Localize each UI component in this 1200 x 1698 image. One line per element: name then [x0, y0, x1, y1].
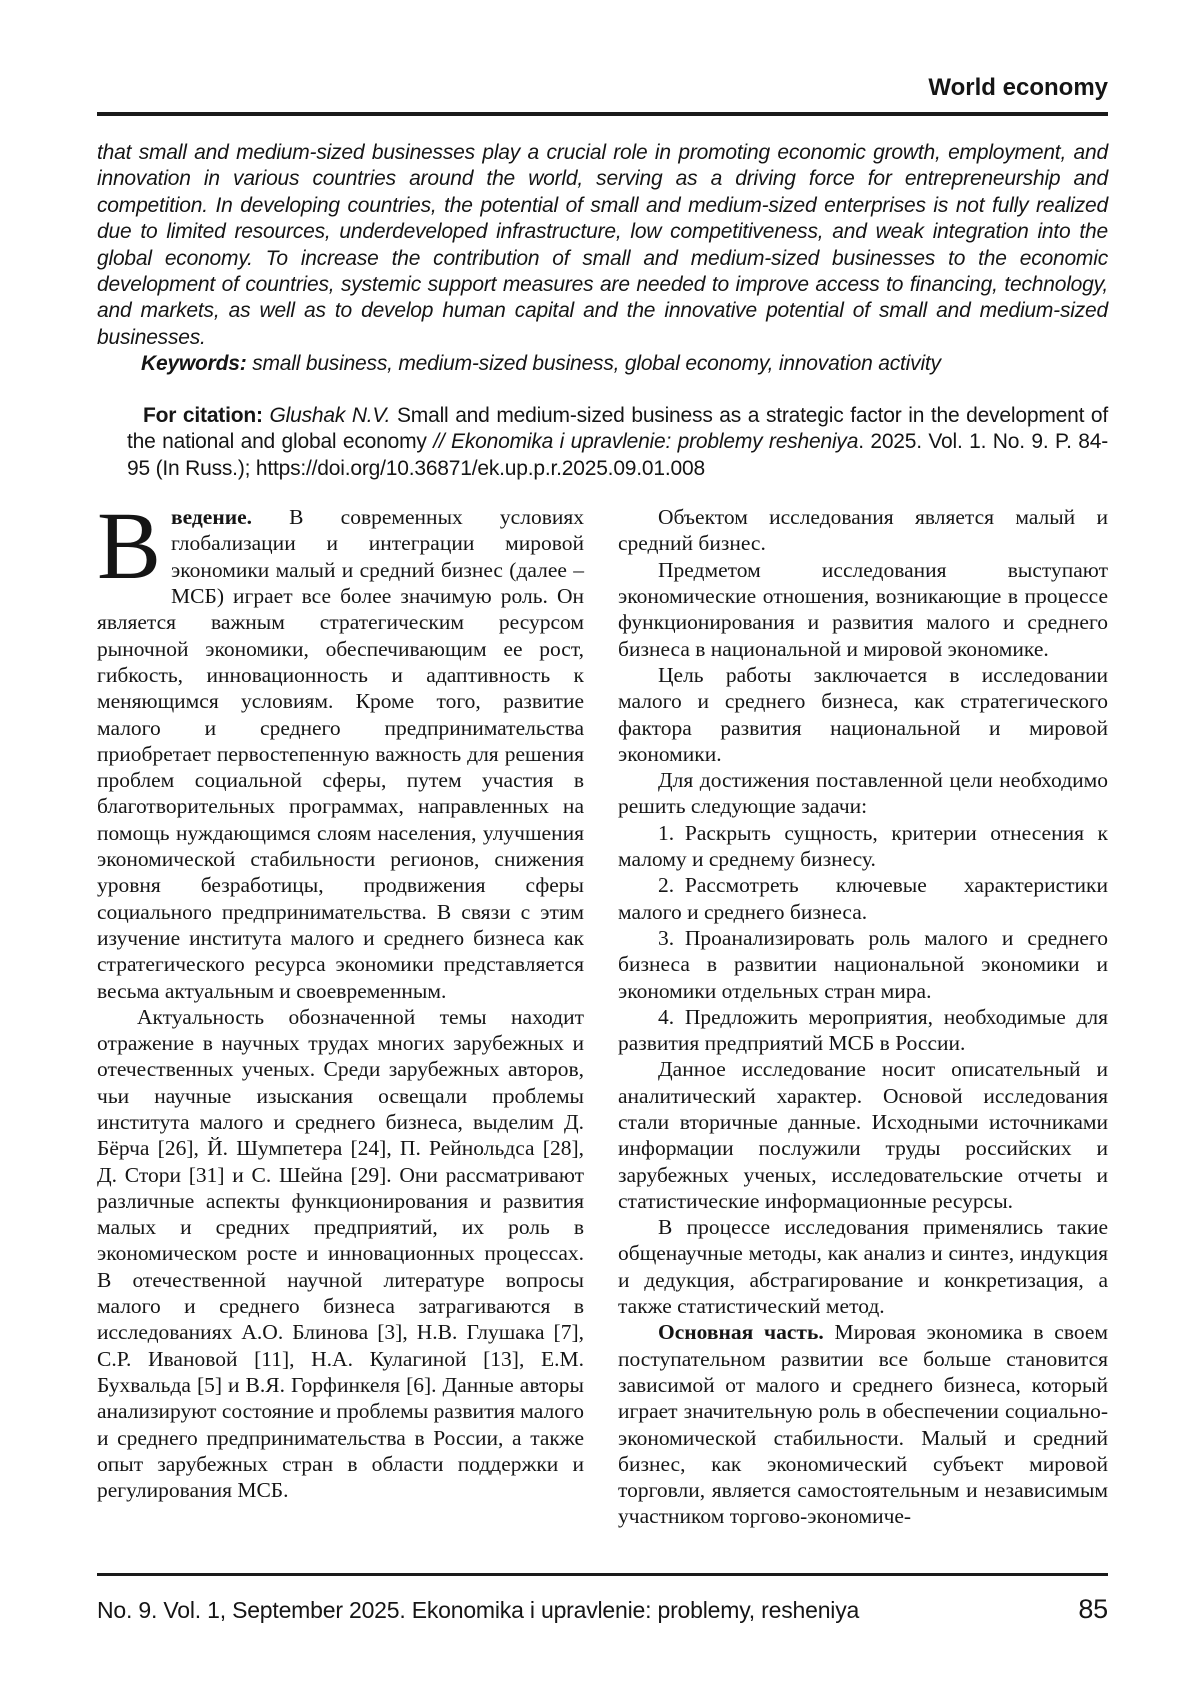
article-columns	[97, 504, 1108, 1530]
keywords-label: Keywords:	[141, 352, 253, 376]
paragraph: Для достижения поставленной цели необходимо решить следующие задачи:	[618, 768, 1108, 819]
paragraph: 1. Раскрыть сущность, критерии отнесения к малому и среднему бизнесу.	[618, 820, 1108, 872]
paragraph: Введение. В современных условиях глобализации и интеграции мировой экономики малый и средний бизнес (далее –МСБ) играет все более значимую роль. Он является важным стратегическим ресурсом рыночной экономики, обеспечивающим ее рост, гибкость, инновационность и адаптивность к меняющимся условиям. Кроме того, развитие малого и среднего предпринимательства приобретает первостепенную важность для решения проблем социальной сферы, путем участия в благотворительных программах, направленных на помощь нуждающимся слоям населения, улучшения экономической стабильности регионов, снижения уровня безработицы, продвижения сферы социального предпринимательства. В связи с этим изучение института малого и среднего бизнеса как стратегического ресурса экономики представляется весьма актуальным и своевременным.	[97, 504, 584, 1003]
paragraph: Предметом исследования выступают экономические отношения, возникающие в процессе функционирования и развития малого и среднего бизнеса в национальной и мировой экономике.	[618, 557, 1108, 661]
citation-author: Glushak N.V.	[269, 403, 397, 427]
running-head	[97, 76, 1108, 116]
page-footer	[97, 1573, 1108, 1625]
paragraph: Данное исследование носит описательный и аналитический характер. Основой исследования стали вторичные данные. Исходными источниками информации послужили труды российских и зарубежных ученых, исследовательские отчеты и статистические информационные ресурсы.	[618, 1057, 1108, 1213]
paragraph: 4. Предложить мероприятия, необходимые для развития предприятий МСБ в России.	[618, 1004, 1108, 1056]
paragraph-lead: Основная часть.	[658, 1320, 835, 1345]
paragraph: Основная часть. Мировая экономика в своем поступательном развитии все больше становится зависимой от малого и среднего бизнеса, который играет значительную роль в обеспечении социально-экономической стабильности. Малый и средний бизнес, как экономический субъект мировой торговли, является самостоятельным и независимым участником торгово-экономиче-	[618, 1320, 1108, 1529]
keywords-line	[97, 351, 1108, 377]
paragraph-lead: ведение.	[171, 505, 290, 530]
column-left	[97, 504, 584, 1530]
paragraph: 3. Проанализировать роль малого и среднего бизнеса в развитии национальной экономики и экономики отдельных стран мира.	[618, 925, 1108, 1003]
citation-block	[127, 403, 1108, 483]
citation-label: For citation:	[143, 403, 270, 427]
paragraph: Цель работы заключается в исследовании малого и среднего бизнеса, как стратегического фактора развития национальной и мировой экономики.	[618, 662, 1108, 766]
paragraph: Объектом исследования является малый и средний бизнес.	[618, 505, 1108, 556]
column-right	[618, 504, 1108, 1530]
citation-journal: // Ekonomika i upravlenie: problemy resheniya	[433, 430, 859, 454]
keywords-text: small business, medium-sized business, global economy, innovation activity	[252, 352, 941, 376]
drop-cap: В	[97, 504, 162, 600]
citation-tail: . 2025. Vol. 1. No. 9. P. 84-95 (In Russ.); https://doi.org/10.36871/ek.up.p.r.2025.09.01.008	[127, 430, 1108, 480]
section-title: World economy	[928, 74, 1108, 101]
footer-journal-line: No. 9. Vol. 1, September 2025. Ekonomika i upravlenie: problemy, resheniya	[97, 1597, 860, 1623]
paragraph: В процессе исследования применялись такие общенаучные методы, как анализ и синтез, индукция и дедукция, абстрагирование и конкретизация, а также статистический метод.	[618, 1215, 1108, 1319]
page-number: 85	[1078, 1594, 1108, 1624]
paragraph: 2. Рассмотреть ключевые характеристики малого и среднего бизнеса.	[618, 873, 1108, 924]
paragraph: Актуальность обозначенной темы находит отражение в научных трудах многих зарубежных и отечественных ученых. Среди зарубежных авторов, чьи научные изыскания освещали проблемы института малого и среднего бизнеса, выделим Д. Бёрча [26], Й. Шумпетера [24], П. Рейнольдса [28], Д. Стори [31] и С. Шейна [29]. Они рассматривают различные аспекты функционирования и развития малых и средних предприятий, их роль в экономическом росте и инновационных процессах. В отечественной научной литературе вопросы малого и среднего бизнеса затрагиваются в исследованиях А.О. Блинова [3], Н.В. Глушака [7], С.Р. Ивановой [11], Н.А. Кулагиной [13], Е.М. Бухвальда [5] и В.Я. Горфинкеля [6]. Данные авторы анализируют состояние и проблемы развития малого и среднего предпринимательства в России, а также опыт зарубежных стран в области поддержки и регулирования МСБ.	[97, 1004, 584, 1503]
citation-title: Small and medium-sized business as a strategic factor in the development of the national and global economy	[127, 403, 1109, 454]
abstract-text: that small and medium-sized businesses play a crucial role in promoting economic growth, employment, and innovation in various countries around the world, serving as a driving force for entrepreneurship and competition. In developing countries, the potential of small and medium-sized enterprises is not fully realized due to limited resources, underdeveloped infrastructure, low competitiveness, and weak integration into the global economy. To increase the contribution of small and medium-sized businesses to the economic development of countries, systemic support measures are needed to improve access to financing, technology, and markets, as well as to develop human capital and the innovative potential of small and medium-sized businesses.	[97, 141, 1108, 349]
